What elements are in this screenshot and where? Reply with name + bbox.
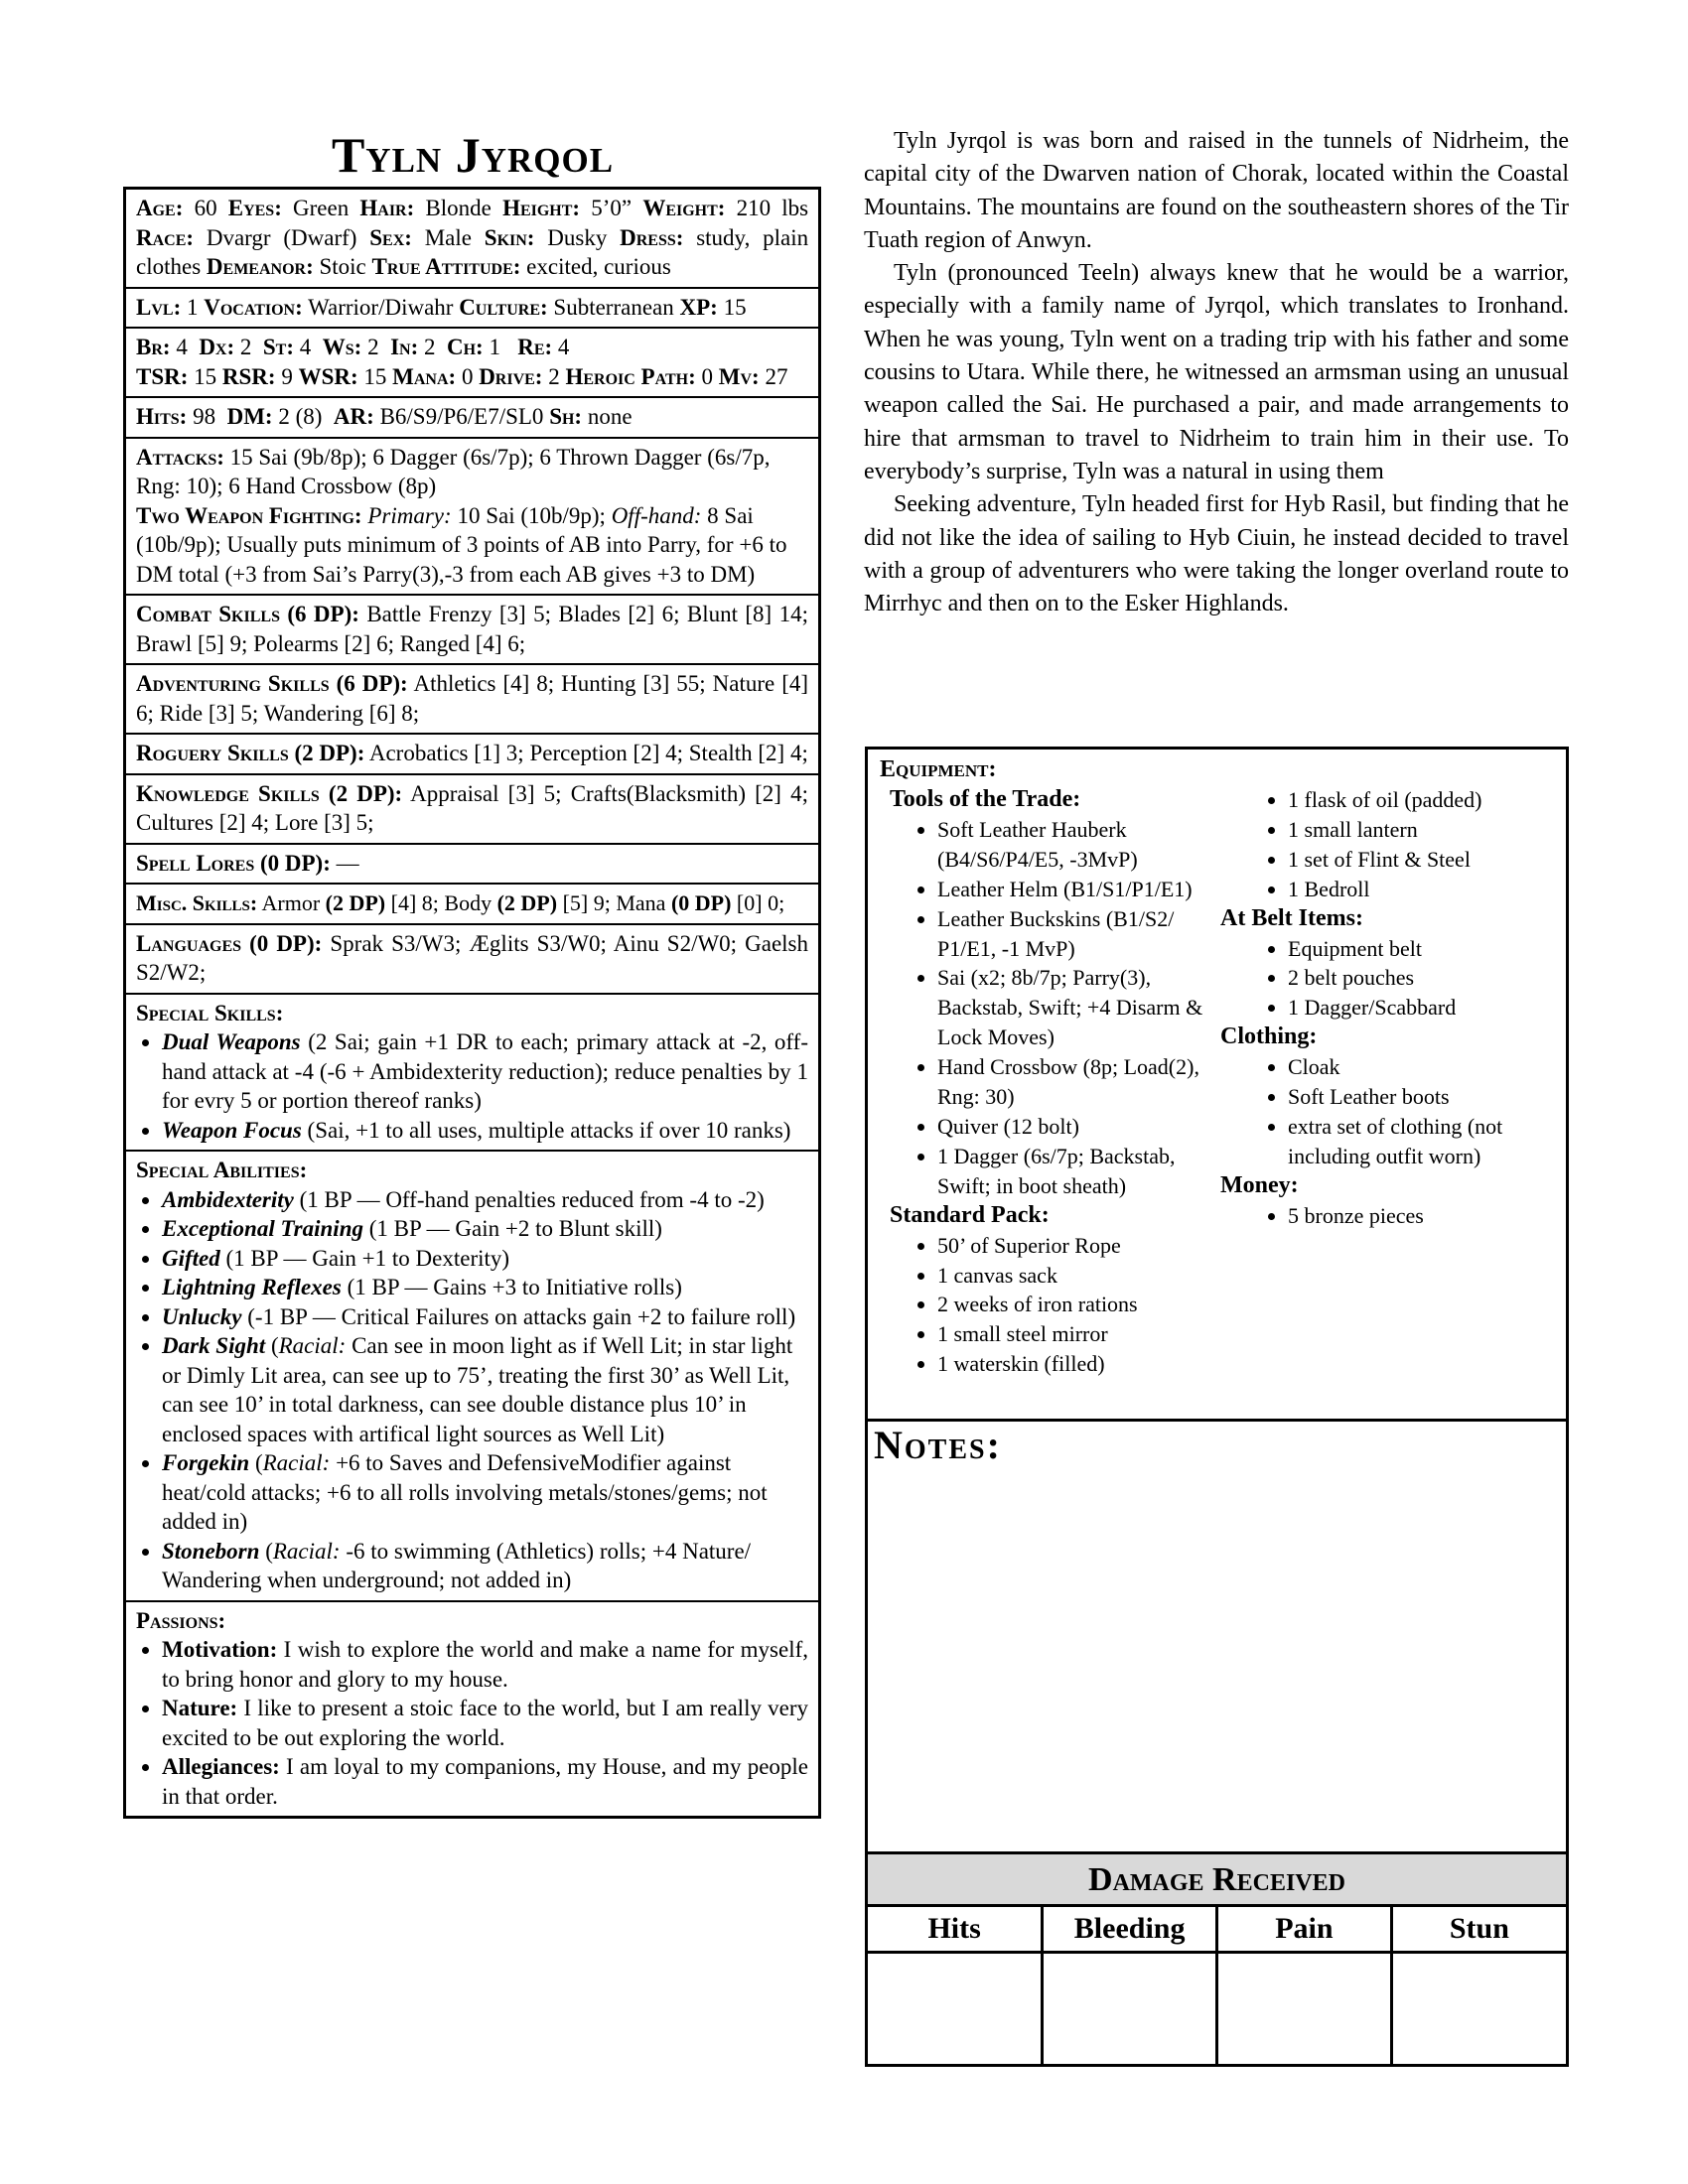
profile-section [126, 190, 818, 287]
list-item: • extra set of clothing (not including outfit worn) [1288, 1112, 1558, 1171]
attitude-label: True Attitude: [371, 254, 521, 279]
list-item: • Quiver (12 bolt) [937, 1112, 1227, 1142]
armor-skill-value: [4] 8; [390, 890, 439, 915]
list-item [162, 1185, 808, 1215]
xp-label: XP: [679, 294, 718, 320]
sh-label: Sh: [549, 404, 583, 429]
list-item [162, 1537, 808, 1595]
list-item [162, 1302, 808, 1332]
special-skill-name: Dual Weapons [162, 1029, 301, 1054]
ability-name: Lightning Reflexes [162, 1275, 342, 1299]
list-item [162, 1027, 808, 1116]
attacks-section [126, 437, 818, 595]
backstory [864, 125, 1569, 620]
drive-label: Drive: [479, 363, 543, 389]
drive-value: 2 [548, 363, 560, 389]
mana-value: 0 [461, 363, 474, 389]
stat-block [123, 187, 821, 1819]
ability-racial-tag: Racial: [278, 1333, 347, 1358]
mv-label: Mv: [718, 363, 760, 389]
list-item: • 1 small steel mirror [937, 1319, 1227, 1349]
culture-value: Subterranean [553, 294, 674, 320]
mana-skill-value: [0] 0; [736, 890, 785, 915]
sex-label: Sex: [369, 224, 412, 250]
body-skill-name: Body [444, 890, 492, 915]
ability-text: (1 BP — Gain +1 to Dexterity) [225, 1245, 510, 1271]
demeanor-value: Stoic [319, 254, 366, 279]
race-label: Race: [136, 224, 195, 250]
hits-value: 98 [193, 404, 216, 429]
tsr-label: TSR: [136, 363, 189, 389]
heroic-path-value: 0 [701, 363, 714, 389]
adventuring-skills-text: Athletics [4] 8; Hunting [3] 55; Nature [4] 6; Ride [3] 5; Wandering [6] 8; [136, 671, 809, 726]
damage-cell-pain[interactable] [1217, 1953, 1392, 2068]
body-skill-value: [5] 9; [562, 890, 611, 915]
languages-text: Sprak S3/W3; Æglits S3/W0; Ainu S2/W0; Gaelsh S2/W2; [136, 930, 808, 985]
special-skill-text: (2 Sai; gain +1 DR to each; primary attack at -2, off-hand attack at -4 (-6 + Ambidexterity reduction); reduce penalties by 1 for evry 5 or portion thereof ranks) [162, 1029, 808, 1113]
body-skill-dp: (2 DP) [496, 890, 558, 915]
wsr-value: 15 [363, 363, 387, 389]
roguery-skills-text: Acrobatics [1] 3; Perception [2] 4; Stealth [2] 4; [368, 741, 808, 765]
list-item [162, 1273, 808, 1302]
dress-value: study, plain clothes [136, 224, 809, 279]
ch-value: 1 [489, 335, 500, 359]
special-abilities-section [126, 1150, 818, 1600]
equipment-notes-damage-box [865, 747, 1569, 2067]
vocation-value: Warrior/Diwahr [308, 294, 454, 320]
story-paragraph: Tyln Jyrqol is was born and raised in the tunnels of Nidrheim, the capital city of the Dwarven nation of Chorak, located within the Coastal Mountains. The mountains are found on the southeastern shores of the Tir Tuath region of Anwyn. [864, 128, 1569, 253]
ws-label: Ws: [322, 335, 362, 359]
br-value: 4 [176, 335, 188, 359]
passion-name: Motivation: [162, 1637, 278, 1662]
list-item: • 1 waterskin (filled) [937, 1349, 1227, 1379]
adventuring-skills-section [126, 663, 818, 733]
roguery-skills-section [126, 733, 818, 773]
list-item: • 2 weeks of iron rations [937, 1290, 1227, 1319]
notes-title: Notes: [874, 1423, 1002, 1467]
mana-label: Mana: [392, 363, 457, 389]
roguery-skills-label: Roguery Skills (2 DP): [136, 741, 365, 765]
passion-name: Allegiances: [162, 1754, 280, 1779]
dm-label: DM: [226, 404, 273, 429]
list-item: • 1 Dagger/Scabbard [1288, 993, 1558, 1023]
re-value: 4 [557, 335, 570, 359]
ability-name: Unlucky [162, 1303, 242, 1329]
list-item: • 2 belt pouches [1288, 963, 1558, 993]
ch-label: Ch: [447, 335, 484, 359]
level-value: 1 [186, 294, 199, 320]
spell-lores-label: Spell Lores (0 DP): [136, 850, 331, 876]
knowledge-skills-section [126, 773, 818, 843]
list-item: • 1 small lantern [1288, 815, 1558, 845]
attacks-text: 15 Sai (9b/8p); 6 Dagger (6s/7p); 6 Thrown Dagger (6s/7p, Rng: 10); 6 Hand Crossbow (8p) [136, 444, 771, 498]
languages-section [126, 923, 818, 993]
re-label: Re: [517, 335, 553, 359]
list-item: • 1 Dagger (6s/7p; Backstab, Swift; in boot sheath) [937, 1142, 1227, 1201]
passions-label: Passions: [136, 1607, 226, 1633]
ability-racial-tag: Racial: [272, 1538, 341, 1564]
list-item [162, 1244, 808, 1274]
rsr-value: 9 [281, 363, 293, 389]
special-abilities-label: Special Abilities: [136, 1158, 308, 1182]
ability-paren: ( [270, 1333, 279, 1358]
damage-title: Damage Received [868, 1854, 1566, 1907]
ability-text: Can see in moon light as if Well Lit; in star light or Dimly Lit area, can see up to 75’, treating the first 30’ as Well Lit, can see 10’ in total darkness, can see double distance plus 10’ in enclosed spaces with artifical light sources as Well Lit) [162, 1333, 793, 1446]
st-label: St: [262, 335, 295, 359]
offhand-text: 8 Sai (10b/9p); Usually puts minimum of 3 points of AB into Parry, for +6 to DM total (+3 from Sai’s Parry(3),-3 from each AB gives +3 to DM) [136, 502, 787, 587]
damage-table [868, 1907, 1566, 2067]
list-item: • 1 Bedroll [1288, 875, 1558, 904]
in-value: 2 [424, 335, 436, 359]
list-item [162, 1214, 808, 1244]
damage-col-hits: Hits [868, 1907, 1043, 1953]
story-paragraph: Tyln (pronounced Teeln) always knew that he would be a warrior, especially with a family name of Jyrqol, which translates to Ironhand. When he was young, Tyln went on a trading trip with his father and some cousins to Utara. While there, he witnessed an armsman using an unusual weapon called the Sai. He purchased a pair, and made arrangements to hire that armsman to travel to Nidrheim to train him in their use. To everybody’s surprise, Tyln was a natural in using them [864, 260, 1569, 484]
ability-text: (-1 BP — Critical Failures on attacks gain +2 to failure roll) [247, 1303, 796, 1329]
equipment-title: Equipment: [880, 756, 997, 782]
equipment-column-left [890, 785, 1227, 1379]
ability-text: (1 BP — Gains +3 to Initiative rolls) [347, 1275, 682, 1299]
knowledge-skills-label: Knowledge Skills (2 DP): [136, 780, 403, 806]
special-skills-label: Special Skills: [136, 1000, 284, 1025]
combat-skills-label: Combat Skills (6 DP): [136, 602, 359, 626]
equipment-section [868, 750, 1566, 1419]
passion-name: Nature: [162, 1696, 238, 1720]
special-skill-name: Weapon Focus [162, 1117, 302, 1143]
list-item: • 50’ of Superior Rope [937, 1231, 1227, 1261]
equipment-column-right [1220, 785, 1558, 1231]
level-label: Lvl: [136, 294, 182, 320]
damage-cell-stun[interactable] [1391, 1953, 1566, 2068]
spell-lores-text: — [336, 850, 359, 876]
ability-text: (1 BP — Off-hand penalties reduced from -4 to -2) [299, 1186, 765, 1212]
culture-label: Culture: [459, 294, 548, 320]
ability-paren: ( [265, 1538, 273, 1564]
list-item: • Soft Leather boots [1288, 1082, 1558, 1112]
ability-paren: ( [254, 1450, 263, 1475]
list-item: • 5 bronze pieces [1288, 1201, 1558, 1231]
adventuring-skills-label: Adventuring Skills (6 DP): [136, 671, 408, 696]
combat-skills-section [126, 594, 818, 663]
passion-text: I am loyal to my companions, my House, and my people in that order. [162, 1754, 809, 1809]
list-item: • 1 set of Flint & Steel [1288, 845, 1558, 875]
standard-pack-label: Standard Pack: [890, 1201, 1050, 1228]
ability-name: Exceptional Training [162, 1216, 363, 1241]
age-label: Age: [136, 196, 184, 220]
list-item [162, 1635, 808, 1694]
ability-name: Ambidexterity [162, 1186, 294, 1212]
heroic-path-label: Heroic Path: [565, 363, 696, 389]
sh-value: none [587, 404, 633, 429]
belt-items-label: At Belt Items: [1220, 904, 1363, 931]
list-item [162, 1752, 808, 1811]
race-value: Dvargr (Dwarf) [206, 224, 357, 250]
list-item: • Leather Buckskins (B1/S2/ P1/E1, -1 MvP) [937, 904, 1227, 964]
ws-value: 2 [367, 335, 379, 359]
damage-cell-hits[interactable] [868, 1953, 1043, 2068]
eyes-label: Eyes: [227, 196, 282, 220]
special-skills-section [126, 993, 818, 1151]
list-item [162, 1694, 808, 1752]
list-item: • Leather Helm (B1/S1/P1/E1) [937, 875, 1227, 904]
ability-name: Stoneborn [162, 1538, 260, 1564]
passion-text: I wish to explore the world and make a name for myself, to bring honor and glory to my house. [162, 1637, 808, 1692]
height-value: 5’0” [591, 196, 633, 220]
misc-skills-label: Misc. Skills: [136, 890, 258, 915]
spell-lores-section [126, 843, 818, 884]
ability-name: Gifted [162, 1245, 220, 1271]
ability-name: Dark Sight [162, 1333, 266, 1358]
character-name: Tyln Jyrqol [331, 127, 615, 183]
damage-received-section [868, 1851, 1566, 2064]
mv-value: 27 [765, 363, 788, 389]
demeanor-label: Demeanor: [206, 254, 314, 279]
money-label: Money: [1220, 1171, 1299, 1198]
list-item [162, 1331, 808, 1448]
list-item: • Cloak [1288, 1052, 1558, 1082]
dx-label: Dx: [199, 335, 235, 359]
stats-section [126, 327, 818, 396]
list-item: • Soft Leather Hauberk (B4/S6/P4/E5, -3MvP) [937, 815, 1227, 875]
ability-racial-tag: Racial: [262, 1450, 331, 1475]
skin-value: Dusky [547, 224, 608, 250]
list-item: • 1 flask of oil (padded) [1288, 785, 1558, 815]
clothing-label: Clothing: [1220, 1024, 1318, 1050]
defense-section [126, 396, 818, 437]
dx-value: 2 [239, 335, 252, 359]
hair-label: Hair: [359, 196, 415, 220]
ability-text: -6 to swimming (Athletics) rolls; +4 Nature/ Wandering when underground; not added in) [162, 1538, 752, 1592]
ability-text: +6 to Saves and DefensiveModifier against heat/cold attacks; +6 to all rolls involving metals/stones/gems; not added in) [162, 1450, 768, 1534]
primary-label: Primary: [367, 502, 452, 528]
ar-value: B6/S9/P6/E7/SL0 [379, 404, 544, 429]
primary-text: 10 Sai (10b/9p); [457, 502, 606, 528]
mana-skill-name: Mana [616, 890, 666, 915]
tsr-value: 15 [194, 363, 217, 389]
passions-section [126, 1600, 818, 1817]
languages-label: Languages (0 DP): [136, 930, 323, 956]
ability-text: (1 BP — Gain +2 to Blunt skill) [368, 1216, 662, 1241]
tools-label: Tools of the Trade: [890, 786, 1081, 812]
age-value: 60 [194, 196, 217, 220]
damage-col-pain: Pain [1217, 1907, 1392, 1953]
ar-label: AR: [333, 404, 374, 429]
st-value: 4 [299, 335, 312, 359]
story-paragraph: Seeking adventure, Tyln headed first for Hyb Rasil, but finding that he did not like the idea of sailing to Hyb Ciuin, he instead decided to travel with a group of adventurers who were taking the longer overland route to Mirrhyc and then on to the Esker Highlands. [864, 491, 1569, 617]
damage-cell-bleeding[interactable] [1043, 1953, 1217, 2068]
br-label: Br: [136, 335, 171, 359]
rsr-label: RSR: [221, 363, 276, 389]
list-item [162, 1116, 808, 1146]
mana-skill-dp: (0 DP) [670, 890, 732, 915]
hair-value: Blonde [425, 196, 492, 220]
attitude-value: excited, curious [526, 254, 671, 279]
armor-skill-name: Armor [261, 890, 321, 915]
damage-col-stun: Stun [1391, 1907, 1566, 1953]
attacks-label: Attacks: [136, 444, 224, 470]
in-label: In: [390, 335, 419, 359]
misc-skills-section [126, 883, 818, 923]
weight-value: 210 lbs [736, 196, 809, 220]
list-item: • 1 canvas sack [937, 1261, 1227, 1291]
list-item [162, 1448, 808, 1537]
wsr-label: WSR: [298, 363, 358, 389]
xp-value: 15 [723, 294, 747, 320]
list-item: • Hand Crossbow (8p; Load(2), Rng: 30) [937, 1052, 1227, 1112]
weight-label: Weight: [642, 196, 726, 220]
armor-skill-dp: (2 DP) [325, 890, 386, 915]
damage-col-bleeding: Bleeding [1043, 1907, 1217, 1953]
combat-skills-text: Battle Frenzy [3] 5; Blades [2] 6; Blunt [8] 14; Brawl [5] 9; Polearms [2] 6; Ranged [4] 6; [136, 602, 809, 656]
sex-value: Male [424, 224, 472, 250]
level-section [126, 287, 818, 328]
list-item: • Sai (x2; 8b/7p; Parry(3), Backstab, Swift; +4 Disarm & Lock Moves) [937, 963, 1227, 1052]
passion-text: I like to present a stoic face to the world, but I am really very excited to be out exploring the world. [162, 1696, 809, 1750]
list-item: • Equipment belt [1288, 934, 1558, 964]
skin-label: Skin: [484, 224, 535, 250]
two-weapon-fighting-label: Two Weapon Fighting: [136, 502, 362, 528]
vocation-label: Vocation: [204, 294, 303, 320]
eyes-value: Green [293, 196, 350, 220]
offhand-label: Off-hand: [611, 502, 702, 528]
height-label: Height: [502, 196, 581, 220]
hits-label: Hits: [136, 404, 188, 429]
ability-name: Forgekin [162, 1450, 250, 1475]
dress-label: Dress: [620, 224, 684, 250]
special-skill-text: (Sai, +1 to all uses, multiple attacks if over 10 ranks) [307, 1117, 791, 1143]
dm-value: 2 (8) [278, 404, 323, 429]
notes-section [868, 1419, 1566, 1851]
knowledge-skills-text: Appraisal [3] 5; Crafts(Blacksmith) [2] 4; Cultures [2] 4; Lore [3] 5; [136, 780, 809, 835]
